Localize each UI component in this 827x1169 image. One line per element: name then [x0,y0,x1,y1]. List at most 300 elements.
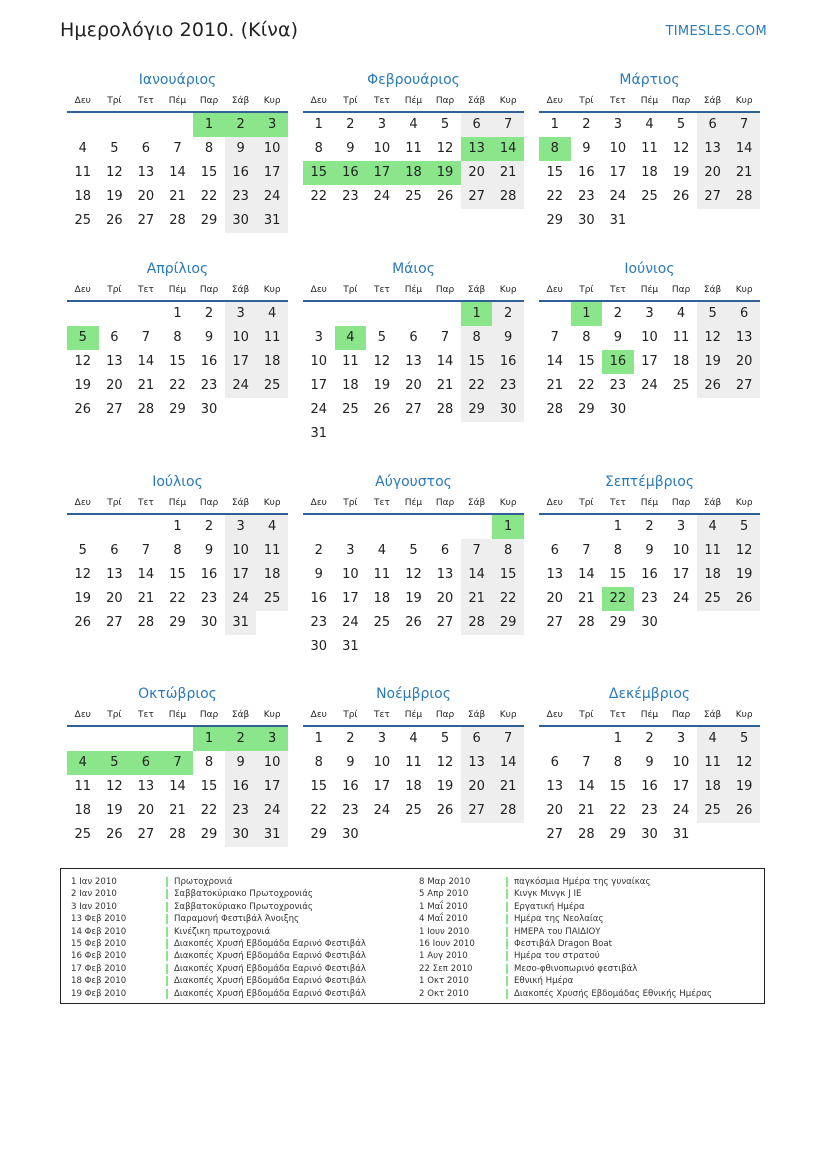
day-cell: 4 [697,727,729,751]
day-cell: 17 [672,567,690,582]
day-cell: 13 [461,137,493,161]
day-cell: 29 [461,398,493,422]
day-cell: 26 [74,615,92,630]
legend-marker [506,989,508,999]
day-cell: 24 [373,189,391,204]
day-cell: 25 [697,587,729,611]
legend-holiday-name: Διακοπές Χρυσής Εβδομάδας Εθνικής Ημέρας [514,988,713,999]
day-cell: 8 [539,137,571,161]
day-grid [539,727,760,847]
day-cell: 17 [256,161,288,185]
day-cell: 9 [645,755,654,770]
day-cell: 28 [137,402,155,417]
day-cell: 30 [578,213,595,228]
day-cell: 30 [641,615,658,630]
weekday-label: Κυρ [499,96,517,106]
day-cell: 8 [492,539,524,563]
day-cell: 12 [405,567,422,582]
day-cell: 21 [578,803,595,818]
day-cell: 6 [130,751,162,775]
day-cell: 16 [335,161,367,185]
day-cell: 20 [106,378,123,393]
day-cell: 11 [373,567,391,582]
day-cell: 21 [492,775,524,799]
day-cell: 2 [346,117,355,132]
day-cell: 25 [373,615,391,630]
weekday-label: Τετ [374,498,390,508]
day-cell: 20 [461,775,493,799]
empty-cell [571,727,603,751]
empty-cell [571,515,603,539]
day-cell: 20 [697,161,729,185]
weekday-label: Παρ [199,285,219,295]
day-cell: 27 [546,615,564,630]
day-cell: 14 [137,354,155,369]
day-cell: 6 [461,113,493,137]
day-cell: 1 [314,731,323,746]
day-cell: 9 [346,141,355,156]
day-cell: 28 [461,611,493,635]
legend-marker [506,964,508,974]
day-cell: 6 [550,543,559,558]
empty-cell [335,302,367,326]
day-cell: 31 [672,827,690,842]
legend-holiday-name: παγκόσμια Ημέρα της γυναίκας [514,877,651,887]
empty-cell [162,113,194,137]
weekday-label: Παρ [199,710,219,720]
month-name: Νοέμβριος [376,686,451,702]
month-block [539,261,760,422]
weekday-label: Κυρ [735,710,753,720]
day-cell: 27 [728,374,760,398]
weekday-label: Τετ [138,498,154,508]
day-cell: 9 [613,330,623,345]
weekday-label: Πέμ [404,285,423,295]
day-cell: 16 [200,567,218,582]
day-cell: 28 [578,615,595,630]
day-cell: 1 [193,113,225,137]
day-cell: 10 [225,539,257,563]
day-cell: 17 [672,779,690,794]
day-cell: 9 [204,543,214,558]
day-cell: 5 [728,727,760,751]
day-cell: 29 [169,615,186,630]
empty-cell [429,302,461,326]
empty-cell [99,302,131,326]
day-cell: 5 [440,117,450,132]
empty-cell [67,515,99,539]
legend-holiday-name: Μεσο-φθινοπωρινό φεστιβάλ [514,963,638,974]
day-cell: 1 [173,306,182,321]
day-cell: 5 [728,515,760,539]
day-cell: 14 [546,354,564,369]
weekday-label: Τρί [107,285,122,295]
empty-cell [99,113,131,137]
day-cell: 11 [256,539,288,563]
day-cell: 25 [342,402,359,417]
month-block [303,261,524,446]
day-cell: 17 [342,591,359,606]
weekday-label: Πέμ [404,96,423,106]
day-cell: 23 [225,185,257,209]
empty-cell [67,113,99,137]
day-cell: 8 [613,755,623,770]
day-cell: 13 [461,751,493,775]
day-cell: 20 [436,591,454,606]
weekday-label: Τετ [138,96,154,106]
day-cell: 4 [67,751,99,775]
weekday-label: Τρί [343,710,358,720]
weekday-header [303,284,524,302]
empty-cell [130,302,162,326]
day-cell: 18 [398,161,430,185]
day-cell: 4 [645,117,654,132]
weekday-label: Τετ [138,710,154,720]
day-cell: 26 [436,189,454,204]
legend-marker [166,989,168,999]
weekday-label: Σάβ [467,710,486,720]
legend-marker [506,951,508,961]
day-cell: 29 [492,611,524,635]
day-cell: 6 [550,755,559,770]
day-cell: 19 [373,378,391,393]
day-cell: 26 [106,213,123,228]
weekday-label: Τετ [610,710,626,720]
weekday-label: Σάβ [703,498,722,508]
day-cell: 16 [200,354,218,369]
weekday-label: Κυρ [263,96,281,106]
legend-holiday-name: Διακοπές Χρυσή Εβδομάδα Εαρινό Φεστιβάλ [174,976,366,987]
day-cell: 8 [461,326,493,350]
empty-cell [130,113,162,137]
day-cell: 14 [492,137,524,161]
weekday-label: Τετ [610,498,626,508]
day-cell: 16 [578,165,595,180]
day-cell: 22 [200,803,218,818]
day-cell: 23 [225,799,257,823]
weekday-label: Τρί [579,96,594,106]
month-block [67,261,288,422]
day-cell: 18 [697,775,729,799]
day-cell: 22 [310,803,328,818]
weekday-label: Τρί [107,498,122,508]
day-cell: 1 [173,519,182,534]
legend-holiday-name: Ημέρα του στρατού [514,951,600,962]
day-cell: 8 [314,755,323,770]
day-cell: 5 [440,731,450,746]
day-cell: 8 [613,543,623,558]
day-cell: 7 [492,727,524,751]
site-brand-link[interactable]: TIMESLES.COM [665,24,767,39]
day-cell: 19 [429,161,461,185]
empty-cell [67,302,99,326]
day-cell: 25 [256,587,288,611]
weekday-label: Κυρ [735,285,753,295]
day-cell: 13 [405,354,422,369]
legend-marker [166,902,168,912]
day-cell: 3 [377,731,387,746]
legend-marker [166,889,168,899]
month-block [67,474,288,635]
day-cell: 14 [169,165,186,180]
day-cell: 28 [169,213,186,228]
day-cell: 23 [342,189,359,204]
day-cell: 12 [74,354,92,369]
weekday-label: Παρ [671,498,691,508]
day-cell: 26 [373,402,391,417]
day-cell: 18 [373,591,391,606]
empty-cell [429,515,461,539]
day-cell: 13 [697,137,729,161]
month-name: Ιούλιος [152,474,203,490]
legend-date: 13 Φεβ 2010 [71,914,127,925]
empty-cell [130,515,162,539]
legend-holiday-name: Πρωτοχρονιά [174,877,233,887]
empty-cell [461,515,493,539]
day-cell: 23 [641,591,658,606]
day-cell: 7 [440,330,450,345]
day-cell: 4 [256,515,288,539]
day-cell: 27 [461,185,493,209]
day-cell: 12 [436,141,454,156]
day-cell: 26 [436,803,454,818]
day-cell: 6 [110,330,119,345]
month-block [303,474,524,659]
legend-marker [506,914,508,924]
legend-date: 1 Οκτ 2010 [419,976,469,987]
weekday-label: Πέμ [640,96,659,106]
empty-cell [67,727,99,751]
day-cell: 22 [169,378,186,393]
day-cell: 2 [204,306,214,321]
day-grid [303,727,524,847]
day-cell: 30 [200,615,218,630]
day-cell: 1 [314,117,323,132]
weekday-label: Σάβ [703,710,722,720]
legend-holiday-name: Φεστιβάλ Dragon Boat [514,938,613,949]
day-cell: 15 [578,354,595,369]
weekday-label: Πέμ [168,96,187,106]
day-cell: 19 [74,591,92,606]
weekday-label: Παρ [435,285,455,295]
legend-date: 1 Ιαν 2010 [71,877,117,887]
day-cell: 12 [697,326,729,350]
day-cell: 22 [492,587,524,611]
weekday-label: Σάβ [231,498,250,508]
weekday-label: Δευ [546,285,563,295]
weekday-label: Τετ [610,285,626,295]
day-cell: 14 [578,779,595,794]
day-cell: 17 [609,165,627,180]
day-cell: 28 [137,615,155,630]
day-cell: 26 [405,615,422,630]
day-cell: 21 [546,378,564,393]
day-cell: 7 [141,330,151,345]
empty-cell [398,515,430,539]
weekday-label: Τετ [138,285,154,295]
empty-cell [130,727,162,751]
day-cell: 19 [405,591,422,606]
day-cell: 31 [310,426,328,441]
weekday-label: Παρ [199,498,219,508]
day-cell: 26 [728,587,760,611]
weekday-label: Δευ [74,96,91,106]
day-cell: 10 [609,141,627,156]
day-cell: 27 [461,799,493,823]
day-cell: 25 [74,827,92,842]
day-cell: 31 [609,213,627,228]
weekday-header [303,709,524,727]
day-cell: 30 [492,398,524,422]
weekday-label: Τρί [343,498,358,508]
day-cell: 26 [697,374,729,398]
day-cell: 21 [137,378,155,393]
day-cell: 12 [373,354,391,369]
day-cell: 24 [672,803,690,818]
day-cell: 2 [225,727,257,751]
legend-date: 16 Ιουν 2010 [419,938,475,949]
day-cell: 23 [342,803,359,818]
day-cell: 6 [728,302,760,326]
day-cell: 26 [106,827,123,842]
day-cell: 13 [436,567,454,582]
day-cell: 17 [256,775,288,799]
weekday-header [539,497,760,515]
weekday-label: Σάβ [231,710,250,720]
legend-date: 2 Οκτ 2010 [419,988,469,999]
weekday-label: Τετ [374,96,390,106]
day-cell: 9 [204,330,214,345]
legend-holiday-name: Σαββατοκύριακο Πρωτοχρονιάς [174,889,313,900]
day-cell: 27 [697,185,729,209]
day-cell: 17 [310,378,328,393]
day-cell: 30 [310,639,328,654]
day-cell: 13 [137,165,155,180]
weekday-label: Σάβ [467,96,486,106]
weekday-header [539,284,760,302]
legend-marker [166,914,168,924]
day-cell: 12 [106,165,123,180]
weekday-label: Δευ [310,96,327,106]
day-cell: 24 [672,591,690,606]
day-cell: 29 [169,402,186,417]
day-cell: 10 [256,137,288,161]
day-cell: 10 [310,354,328,369]
day-cell: 18 [405,779,422,794]
weekday-label: Δευ [310,498,327,508]
day-cell: 12 [728,539,760,563]
weekday-label: Κυρ [499,498,517,508]
day-cell: 11 [697,539,729,563]
weekday-label: Παρ [199,96,219,106]
weekday-header [67,95,288,113]
month-block [539,474,760,635]
day-cell: 19 [672,165,690,180]
day-cell: 1 [193,727,225,751]
day-cell: 3 [225,515,257,539]
day-grid [67,113,288,233]
day-cell: 11 [672,330,690,345]
month-block [539,72,760,233]
legend-holiday-name: Διακοπές Χρυσή Εβδομάδα Εαρινό Φεστιβάλ [174,938,366,949]
day-cell: 30 [225,209,257,233]
day-cell: 1 [613,519,623,534]
day-cell: 3 [256,727,288,751]
weekday-header [303,497,524,515]
legend-date: 8 Μαρ 2010 [419,877,471,887]
day-cell: 21 [137,591,155,606]
day-cell: 14 [461,563,493,587]
day-cell: 14 [169,779,186,794]
legend-date: 5 Απρ 2010 [419,889,469,900]
day-cell: 25 [641,189,658,204]
day-cell: 21 [436,378,454,393]
month-name: Ιούνιος [624,261,675,277]
day-cell: 19 [436,779,454,794]
day-cell: 11 [641,141,658,156]
day-cell: 23 [200,591,218,606]
legend-marker [166,964,168,974]
day-cell: 29 [578,402,595,417]
page-title: Ημερολόγιο 2010. (Κίνα) [60,19,299,41]
day-cell: 24 [256,799,288,823]
empty-cell [366,515,398,539]
weekday-label: Πέμ [640,285,659,295]
day-cell: 2 [492,302,524,326]
day-cell: 15 [303,161,335,185]
day-cell: 4 [256,302,288,326]
empty-cell [539,302,571,326]
weekday-label: Δευ [546,498,563,508]
day-cell: 10 [672,543,690,558]
day-cell: 29 [546,213,564,228]
day-cell: 26 [728,799,760,823]
day-cell: 1 [461,302,493,326]
day-cell: 6 [461,727,493,751]
day-cell: 7 [582,543,591,558]
empty-cell [539,727,571,751]
day-cell: 18 [74,803,92,818]
weekday-label: Τρί [579,710,594,720]
weekday-label: Τετ [374,710,390,720]
day-cell: 2 [204,519,214,534]
empty-cell [366,302,398,326]
day-cell: 22 [200,189,218,204]
weekday-label: Σάβ [467,285,486,295]
day-cell: 8 [173,330,182,345]
day-cell: 30 [225,823,257,847]
day-cell: 27 [405,402,422,417]
weekday-label: Τετ [610,96,626,106]
day-cell: 20 [137,803,155,818]
day-cell: 11 [74,779,92,794]
day-cell: 11 [405,141,422,156]
weekday-label: Δευ [74,710,91,720]
day-cell: 23 [578,189,595,204]
weekday-label: Τρί [343,96,358,106]
day-cell: 27 [546,827,564,842]
day-cell: 21 [578,591,595,606]
day-cell: 18 [74,189,92,204]
day-cell: 5 [67,326,99,350]
weekday-label: Πέμ [168,285,187,295]
legend-date: 1 Ιουν 2010 [419,926,470,937]
day-grid [67,727,288,847]
day-cell: 22 [602,587,634,611]
day-cell: 17 [366,161,398,185]
day-cell: 3 [676,519,686,534]
day-cell: 11 [342,354,359,369]
